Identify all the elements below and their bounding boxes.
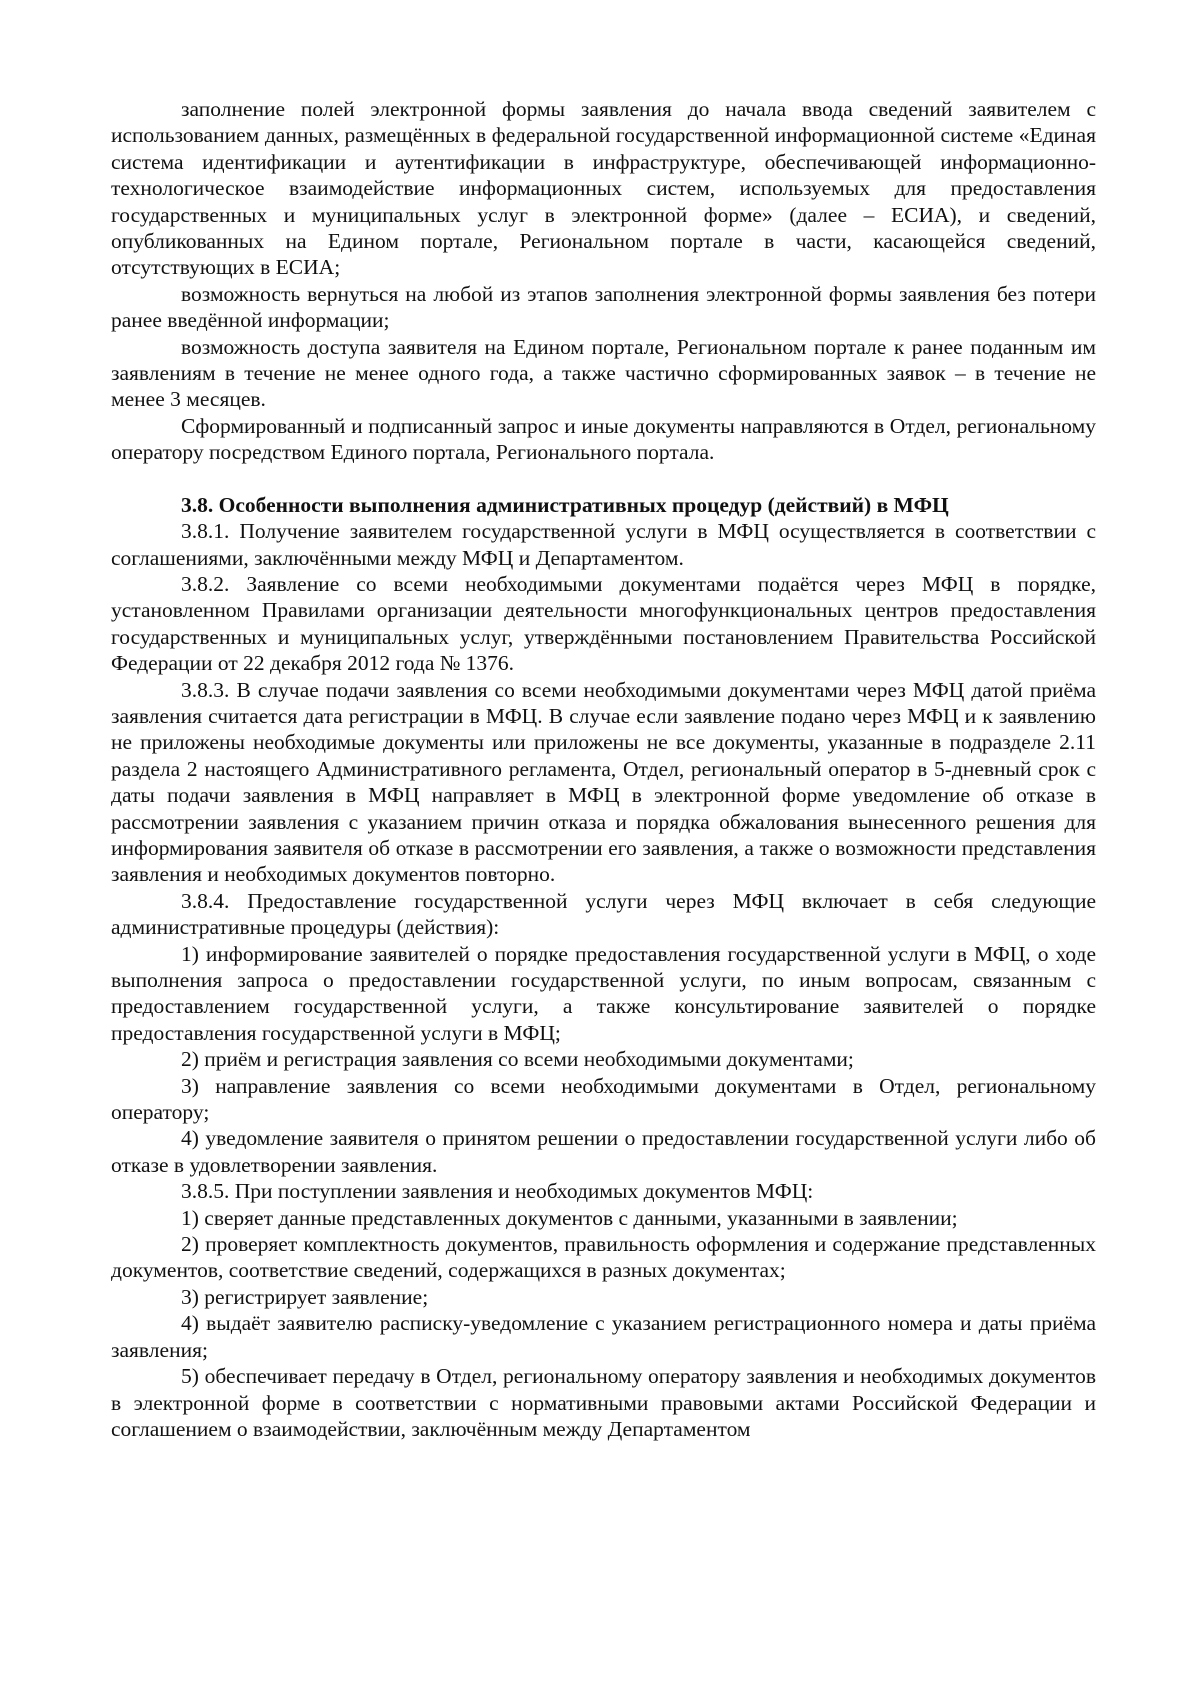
list-item-3-8-4-2: 2) приём и регистрация заявления со всеми необходимыми документами; <box>181 1047 854 1072</box>
list-item-3-8-5-4: 4) выдаёт заявителю расписку-уведомление с указанием регистрационного номера и даты приёма заявления; <box>111 1311 1096 1362</box>
paragraph-esia-autofill: заполнение полей электронной формы заявления до начала ввода сведений заявителем с использованием данных, размещённых в федеральной государственной информационной системе «Единая система идентификации и аутентификации в инфраструктуре, обеспечивающей информационно-технологическое взаимодействие информационных систем, используемых для предоставления государственных и муниципальных услуг в электронной форме» (далее – ЕСИА), и сведений, опубликованных на Едином портале, Региональном портале в части, касающейся сведений, отсутствующих в ЕСИА; <box>111 97 1096 280</box>
section-heading-3-8: 3.8. Особенности выполнения административных процедур (действий) в МФЦ <box>181 492 949 517</box>
paragraph-request-sent: Сформированный и подписанный запрос и иные документы направляются в Отдел, региональному оператору посредством Единого портала, Регионального портала. <box>111 413 1096 465</box>
paragraph-3-8-3: 3.8.3. В случае подачи заявления со всеми необходимыми документами через МФЦ датой приёма заявления считается дата регистрации в МФЦ. В случае если заявление подано через МФЦ и к заявлению не приложены необходимые документы или приложены не все документы, указанные в подразделе 2.11 раздела 2 настоящего Административного регламента, Отдел, региональный оператор в 5-дневный срок с даты подачи заявления в МФЦ направляет в МФЦ в электронной форме уведомление об отказе в рассмотрении заявления с указанием причин отказа и порядка обжалования вынесенного решения для информирования заявителя об отказе в рассмотрении его заявления, а также о возможности представления заявления и необходимых документов повторно. <box>111 677 1096 887</box>
paragraph-access-applications: возможность доступа заявителя на Едином портале, Региональном портале к ранее поданным им заявлениям в течение не менее одного года, а также частично сформированных заявок – в течение не менее 3 месяцев. <box>111 334 1096 412</box>
list-item-3-8-4-1: 1) информирование заявителей о порядке предоставления государственной услуги в МФЦ, о ходе выполнения запроса о предоставлении государственной услуги, по иным вопросам, связанным с предоставлением государственной услуги, а также консультирование заявителей о порядке предоставления государственной услуги в МФЦ; <box>111 941 1096 1045</box>
list-item-3-8-5-5: 5) обеспечивает передачу в Отдел, региональному оператору заявления и необходимых документов в электронной форме в соответствии с нормативными правовыми актами Российской Федерации и соглашением о взаимодействии, заключённым между Департаментом <box>111 1364 1096 1441</box>
list-item-3-8-4-4: 4) уведомление заявителя о принятом решении о предоставлении государственной услуги либо об отказе в удовлетворении заявления. <box>111 1126 1096 1177</box>
paragraph-3-8-4: 3.8.4. Предоставление государственной услуги через МФЦ включает в себя следующие административные процедуры (действия): <box>111 888 1096 940</box>
paragraph-3-8-5: 3.8.5. При поступлении заявления и необходимых документов МФЦ: <box>181 1179 814 1204</box>
list-item-3-8-4-3: 3) направление заявления со всеми необходимыми документами в Отдел, региональному оператору; <box>111 1073 1096 1125</box>
list-item-3-8-5-1: 1) сверяет данные представленных документов с данными, указанными в заявлении; <box>181 1205 958 1230</box>
document-page <box>111 96 1096 1442</box>
paragraph-return-to-step: возможность вернуться на любой из этапов заполнения электронной формы заявления без потери ранее введённой информации; <box>111 281 1096 333</box>
list-item-3-8-5-3: 3) регистрирует заявление; <box>181 1284 429 1309</box>
paragraph-3-8-1: 3.8.1. Получение заявителем государственной услуги в МФЦ осуществляется в соответствии с соглашениями, заключёнными между МФЦ и Департаментом. <box>111 519 1096 570</box>
list-item-3-8-5-2: 2) проверяет комплектность документов, правильность оформления и содержание представленных документов, соответствие сведений, содержащихся в разных документах; <box>111 1232 1096 1283</box>
paragraph-3-8-2: 3.8.2. Заявление со всеми необходимыми документами подаётся через МФЦ в порядке, установленном Правилами организации деятельности многофункциональных центров предоставления государственных и муниципальных услуг, утверждёнными постановлением Правительства Российской Федерации от 22 декабря 2012 года № 1376. <box>111 571 1096 676</box>
